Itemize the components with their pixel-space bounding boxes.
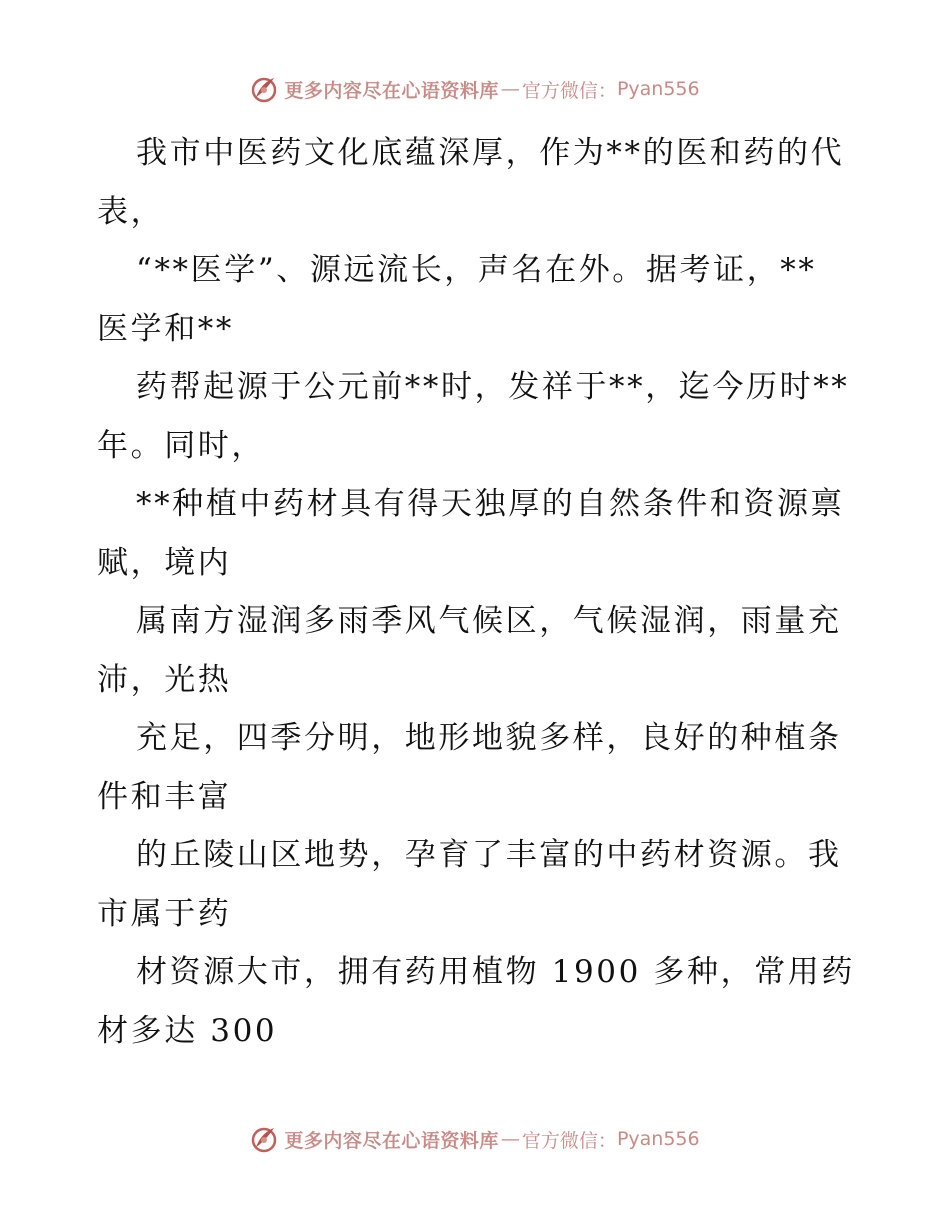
body-line: 的丘陵山区地势，孕育了丰富的中药材资源。我	[136, 837, 842, 873]
body-line: “**医学”、源远流长，声名在外。据考证，**	[136, 252, 817, 288]
footer-banner	[0, 1122, 950, 1156]
body-line: 市属于药	[97, 895, 232, 932]
header-promo-text: 更多内容尽在心语资料库	[284, 79, 499, 102]
body-line: 属南方湿润多雨季风气候区，气候湿润，雨量充	[136, 603, 842, 639]
footer-promo-text: 更多内容尽在心语资料库	[284, 1129, 499, 1152]
body-line: 赋，境内	[97, 544, 232, 581]
brush-seal-logo-icon	[250, 1125, 278, 1153]
body-line: 充足，四季分明，地形地貌多样，良好的种植条	[136, 720, 842, 756]
body-line: 我市中医药文化底蕴深厚，作为**的医和药的代	[136, 135, 845, 171]
header-wechat-id: Pyan556	[616, 78, 700, 100]
header-separator: —	[500, 78, 520, 100]
body-line: **种植中药材具有得天独厚的自然条件和资源禀	[136, 486, 845, 522]
header-wechat-label: 官方微信：	[521, 79, 617, 102]
body-line: 医学和**	[97, 310, 234, 347]
document-body	[97, 124, 857, 1060]
body-line: 材资源大市，拥有药用植物 1900 多种，常用药	[136, 954, 855, 990]
header-banner	[0, 72, 950, 106]
brush-seal-logo-icon	[250, 75, 278, 103]
footer-wechat-id: Pyan556	[616, 1128, 700, 1150]
body-line: 药帮起源于公元前**时，发祥于**，迄今历时**	[136, 369, 850, 405]
body-line: 表，	[97, 193, 165, 230]
body-line: 年。同时，	[97, 427, 265, 464]
footer-separator: —	[500, 1128, 520, 1150]
body-line: 材多达 300	[97, 1012, 278, 1049]
body-line: 沛，光热	[97, 661, 232, 698]
body-line: 件和丰富	[97, 778, 232, 815]
footer-wechat-label: 官方微信：	[521, 1129, 617, 1152]
